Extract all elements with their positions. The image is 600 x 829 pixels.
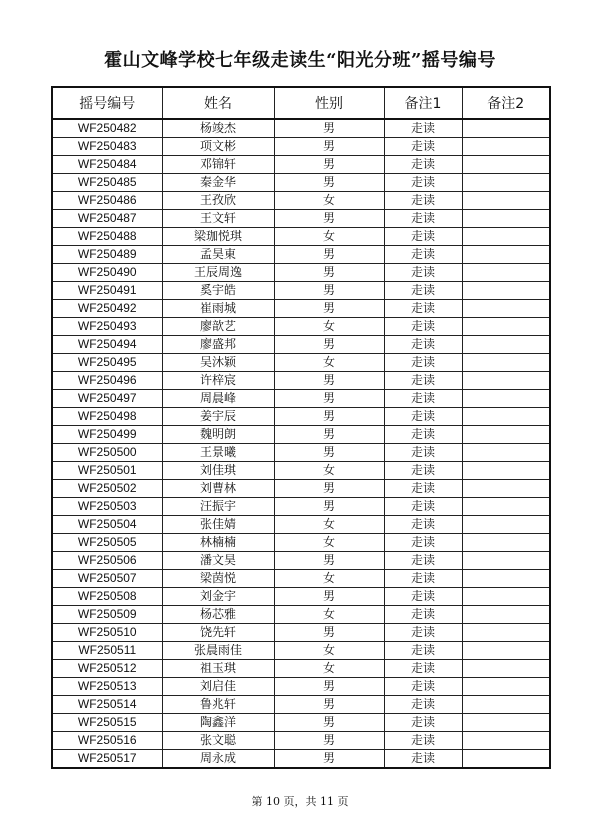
header-name: 姓名: [162, 87, 274, 119]
cell-name: 汪振宇: [162, 498, 274, 516]
cell-name: 王孜欣: [162, 192, 274, 210]
cell-name: 许梓宸: [162, 372, 274, 390]
cell-gender: 男: [274, 480, 384, 498]
table-row: [52, 660, 550, 678]
table-row: [52, 390, 550, 408]
cell-name: 饶先轩: [162, 624, 274, 642]
cell-remark-1: 走读: [384, 138, 462, 156]
cell-lottery-number: WF250513: [52, 678, 162, 696]
cell-remark-1: 走读: [384, 696, 462, 714]
cell-gender: 男: [274, 174, 384, 192]
cell-gender: 男: [274, 282, 384, 300]
roster-table: [51, 86, 551, 769]
cell-lottery-number: WF250491: [52, 282, 162, 300]
cell-remark-1: 走读: [384, 228, 462, 246]
cell-gender: 男: [274, 678, 384, 696]
table-row: [52, 606, 550, 624]
header-remark-1: 备注1: [384, 87, 462, 119]
cell-remark-2: [462, 732, 550, 750]
cell-gender: 女: [274, 462, 384, 480]
cell-remark-1: 走读: [384, 174, 462, 192]
cell-remark-1: 走读: [384, 390, 462, 408]
cell-name: 崔雨城: [162, 300, 274, 318]
cell-name: 廖歆艺: [162, 318, 274, 336]
cell-name: 刘启佳: [162, 678, 274, 696]
cell-remark-1: 走读: [384, 119, 462, 138]
cell-remark-1: 走读: [384, 516, 462, 534]
table-row: [52, 318, 550, 336]
cell-gender: 男: [274, 624, 384, 642]
cell-remark-2: [462, 264, 550, 282]
cell-name: 张文聪: [162, 732, 274, 750]
cell-name: 王景曦: [162, 444, 274, 462]
cell-remark-2: [462, 318, 550, 336]
cell-gender: 女: [274, 228, 384, 246]
cell-gender: 男: [274, 372, 384, 390]
cell-gender: 男: [274, 426, 384, 444]
cell-remark-2: [462, 750, 550, 769]
cell-remark-2: [462, 660, 550, 678]
cell-gender: 男: [274, 498, 384, 516]
cell-remark-1: 走读: [384, 642, 462, 660]
cell-remark-2: [462, 354, 550, 372]
cell-gender: 女: [274, 606, 384, 624]
cell-lottery-number: WF250493: [52, 318, 162, 336]
cell-remark-1: 走读: [384, 552, 462, 570]
cell-gender: 女: [274, 570, 384, 588]
table-row: [52, 552, 550, 570]
cell-remark-2: [462, 498, 550, 516]
table-row: [52, 246, 550, 264]
cell-gender: 女: [274, 354, 384, 372]
table-row: [52, 678, 550, 696]
cell-lottery-number: WF250512: [52, 660, 162, 678]
cell-remark-1: 走读: [384, 480, 462, 498]
cell-lottery-number: WF250490: [52, 264, 162, 282]
table-row: [52, 210, 550, 228]
cell-remark-1: 走读: [384, 408, 462, 426]
cell-gender: 男: [274, 390, 384, 408]
cell-lottery-number: WF250489: [52, 246, 162, 264]
cell-remark-1: 走读: [384, 678, 462, 696]
roster-body: [52, 119, 550, 768]
table-row: [52, 372, 550, 390]
table-row: [52, 570, 550, 588]
table-row: [52, 228, 550, 246]
cell-gender: 女: [274, 192, 384, 210]
cell-lottery-number: WF250507: [52, 570, 162, 588]
header-lottery-number: 摇号编号: [52, 87, 162, 119]
cell-remark-2: [462, 552, 550, 570]
cell-gender: 男: [274, 119, 384, 138]
cell-name: 杨竣杰: [162, 119, 274, 138]
cell-remark-1: 走读: [384, 498, 462, 516]
cell-gender: 男: [274, 336, 384, 354]
cell-gender: 女: [274, 516, 384, 534]
cell-gender: 女: [274, 660, 384, 678]
cell-gender: 男: [274, 156, 384, 174]
table-row: [52, 300, 550, 318]
cell-name: 秦金华: [162, 174, 274, 192]
cell-lottery-number: WF250496: [52, 372, 162, 390]
table-row: [52, 336, 550, 354]
cell-lottery-number: WF250509: [52, 606, 162, 624]
cell-name: 梁茵悦: [162, 570, 274, 588]
cell-lottery-number: WF250510: [52, 624, 162, 642]
cell-lottery-number: WF250499: [52, 426, 162, 444]
cell-lottery-number: WF250502: [52, 480, 162, 498]
cell-remark-1: 走读: [384, 210, 462, 228]
cell-name: 杨芯雅: [162, 606, 274, 624]
cell-remark-2: [462, 336, 550, 354]
table-row: [52, 534, 550, 552]
cell-remark-2: [462, 192, 550, 210]
cell-name: 周永成: [162, 750, 274, 769]
cell-name: 项文彬: [162, 138, 274, 156]
cell-remark-2: [462, 624, 550, 642]
cell-lottery-number: WF250484: [52, 156, 162, 174]
table-row: [52, 714, 550, 732]
cell-remark-1: 走读: [384, 192, 462, 210]
cell-name: 陶鑫洋: [162, 714, 274, 732]
cell-remark-2: [462, 156, 550, 174]
cell-remark-1: 走读: [384, 570, 462, 588]
cell-remark-1: 走读: [384, 588, 462, 606]
cell-lottery-number: WF250483: [52, 138, 162, 156]
table-row: [52, 750, 550, 769]
header-row: [52, 87, 550, 119]
table-row: [52, 408, 550, 426]
table-row: [52, 192, 550, 210]
cell-gender: 男: [274, 696, 384, 714]
cell-remark-2: [462, 606, 550, 624]
cell-remark-2: [462, 246, 550, 264]
cell-lottery-number: WF250497: [52, 390, 162, 408]
cell-remark-2: [462, 372, 550, 390]
table-row: [52, 264, 550, 282]
cell-lottery-number: WF250500: [52, 444, 162, 462]
cell-remark-2: [462, 300, 550, 318]
cell-lottery-number: WF250506: [52, 552, 162, 570]
table-row: [52, 732, 550, 750]
cell-remark-1: 走读: [384, 624, 462, 642]
cell-name: 孟昊東: [162, 246, 274, 264]
cell-lottery-number: WF250495: [52, 354, 162, 372]
cell-name: 姜宇辰: [162, 408, 274, 426]
table-row: [52, 119, 550, 138]
cell-remark-2: [462, 138, 550, 156]
cell-gender: 男: [274, 138, 384, 156]
cell-remark-2: [462, 444, 550, 462]
cell-remark-2: [462, 426, 550, 444]
cell-gender: 男: [274, 210, 384, 228]
cell-remark-1: 走读: [384, 444, 462, 462]
cell-remark-1: 走读: [384, 300, 462, 318]
cell-gender: 男: [274, 552, 384, 570]
cell-lottery-number: WF250485: [52, 174, 162, 192]
cell-remark-2: [462, 174, 550, 192]
cell-name: 魏明朗: [162, 426, 274, 444]
cell-name: 王文轩: [162, 210, 274, 228]
table-row: [52, 156, 550, 174]
cell-remark-1: 走读: [384, 264, 462, 282]
cell-remark-1: 走读: [384, 732, 462, 750]
table-row: [52, 480, 550, 498]
cell-lottery-number: WF250494: [52, 336, 162, 354]
cell-remark-2: [462, 210, 550, 228]
table-row: [52, 498, 550, 516]
cell-lottery-number: WF250504: [52, 516, 162, 534]
cell-lottery-number: WF250517: [52, 750, 162, 769]
cell-name: 张晨雨佳: [162, 642, 274, 660]
cell-remark-2: [462, 480, 550, 498]
cell-remark-2: [462, 228, 550, 246]
cell-remark-2: [462, 390, 550, 408]
page-number: 第 10 页，共 11 页: [251, 795, 349, 808]
cell-name: 张佳婧: [162, 516, 274, 534]
cell-lottery-number: WF250498: [52, 408, 162, 426]
cell-name: 廖盛邦: [162, 336, 274, 354]
cell-gender: 男: [274, 732, 384, 750]
cell-remark-1: 走读: [384, 318, 462, 336]
cell-name: 周晨峰: [162, 390, 274, 408]
cell-remark-1: 走读: [384, 462, 462, 480]
cell-remark-1: 走读: [384, 750, 462, 769]
table-row: [52, 588, 550, 606]
cell-remark-2: [462, 516, 550, 534]
cell-lottery-number: WF250487: [52, 210, 162, 228]
cell-remark-1: 走读: [384, 534, 462, 552]
cell-gender: 女: [274, 642, 384, 660]
cell-lottery-number: WF250486: [52, 192, 162, 210]
page-title: 霍山文峰学校七年级走读生“阳光分班”摇号编号: [104, 50, 496, 71]
cell-lottery-number: WF250508: [52, 588, 162, 606]
cell-lottery-number: WF250505: [52, 534, 162, 552]
table-row: [52, 462, 550, 480]
cell-remark-1: 走读: [384, 606, 462, 624]
table-row: [52, 624, 550, 642]
cell-remark-2: [462, 696, 550, 714]
table-row: [52, 642, 550, 660]
cell-lottery-number: WF250514: [52, 696, 162, 714]
cell-remark-1: 走读: [384, 660, 462, 678]
cell-lottery-number: WF250488: [52, 228, 162, 246]
table-row: [52, 282, 550, 300]
header-gender: 性别: [274, 87, 384, 119]
table-row: [52, 696, 550, 714]
table-row: [52, 174, 550, 192]
cell-name: 刘金宇: [162, 588, 274, 606]
cell-lottery-number: WF250503: [52, 498, 162, 516]
cell-lottery-number: WF250516: [52, 732, 162, 750]
cell-remark-2: [462, 678, 550, 696]
cell-remark-1: 走读: [384, 354, 462, 372]
cell-remark-1: 走读: [384, 336, 462, 354]
cell-remark-2: [462, 534, 550, 552]
cell-gender: 男: [274, 750, 384, 769]
cell-name: 潘文昊: [162, 552, 274, 570]
cell-remark-1: 走读: [384, 156, 462, 174]
table-row: [52, 426, 550, 444]
cell-lottery-number: WF250501: [52, 462, 162, 480]
cell-remark-2: [462, 570, 550, 588]
cell-remark-2: [462, 462, 550, 480]
cell-name: 吴沐颖: [162, 354, 274, 372]
cell-gender: 女: [274, 318, 384, 336]
cell-remark-2: [462, 642, 550, 660]
cell-gender: 男: [274, 246, 384, 264]
cell-name: 梁珈悦琪: [162, 228, 274, 246]
cell-remark-1: 走读: [384, 714, 462, 732]
cell-name: 刘曹林: [162, 480, 274, 498]
cell-name: 王辰周逸: [162, 264, 274, 282]
cell-gender: 男: [274, 264, 384, 282]
cell-remark-2: [462, 408, 550, 426]
cell-lottery-number: WF250511: [52, 642, 162, 660]
cell-gender: 女: [274, 534, 384, 552]
cell-lottery-number: WF250515: [52, 714, 162, 732]
cell-remark-1: 走读: [384, 282, 462, 300]
cell-remark-2: [462, 714, 550, 732]
cell-name: 林楠楠: [162, 534, 274, 552]
cell-name: 奚宇皓: [162, 282, 274, 300]
table-row: [52, 354, 550, 372]
cell-name: 邓锦轩: [162, 156, 274, 174]
cell-remark-1: 走读: [384, 372, 462, 390]
cell-gender: 男: [274, 714, 384, 732]
cell-remark-2: [462, 282, 550, 300]
cell-gender: 男: [274, 300, 384, 318]
header-remark-2: 备注2: [462, 87, 550, 119]
cell-name: 鲁兆轩: [162, 696, 274, 714]
cell-remark-1: 走读: [384, 246, 462, 264]
cell-remark-2: [462, 119, 550, 138]
cell-name: 祖玉琪: [162, 660, 274, 678]
table-row: [52, 516, 550, 534]
table-row: [52, 444, 550, 462]
cell-gender: 男: [274, 588, 384, 606]
cell-lottery-number: WF250492: [52, 300, 162, 318]
cell-gender: 男: [274, 444, 384, 462]
cell-remark-1: 走读: [384, 426, 462, 444]
cell-lottery-number: WF250482: [52, 119, 162, 138]
table-row: [52, 138, 550, 156]
cell-name: 刘佳琪: [162, 462, 274, 480]
cell-gender: 男: [274, 408, 384, 426]
cell-remark-2: [462, 588, 550, 606]
